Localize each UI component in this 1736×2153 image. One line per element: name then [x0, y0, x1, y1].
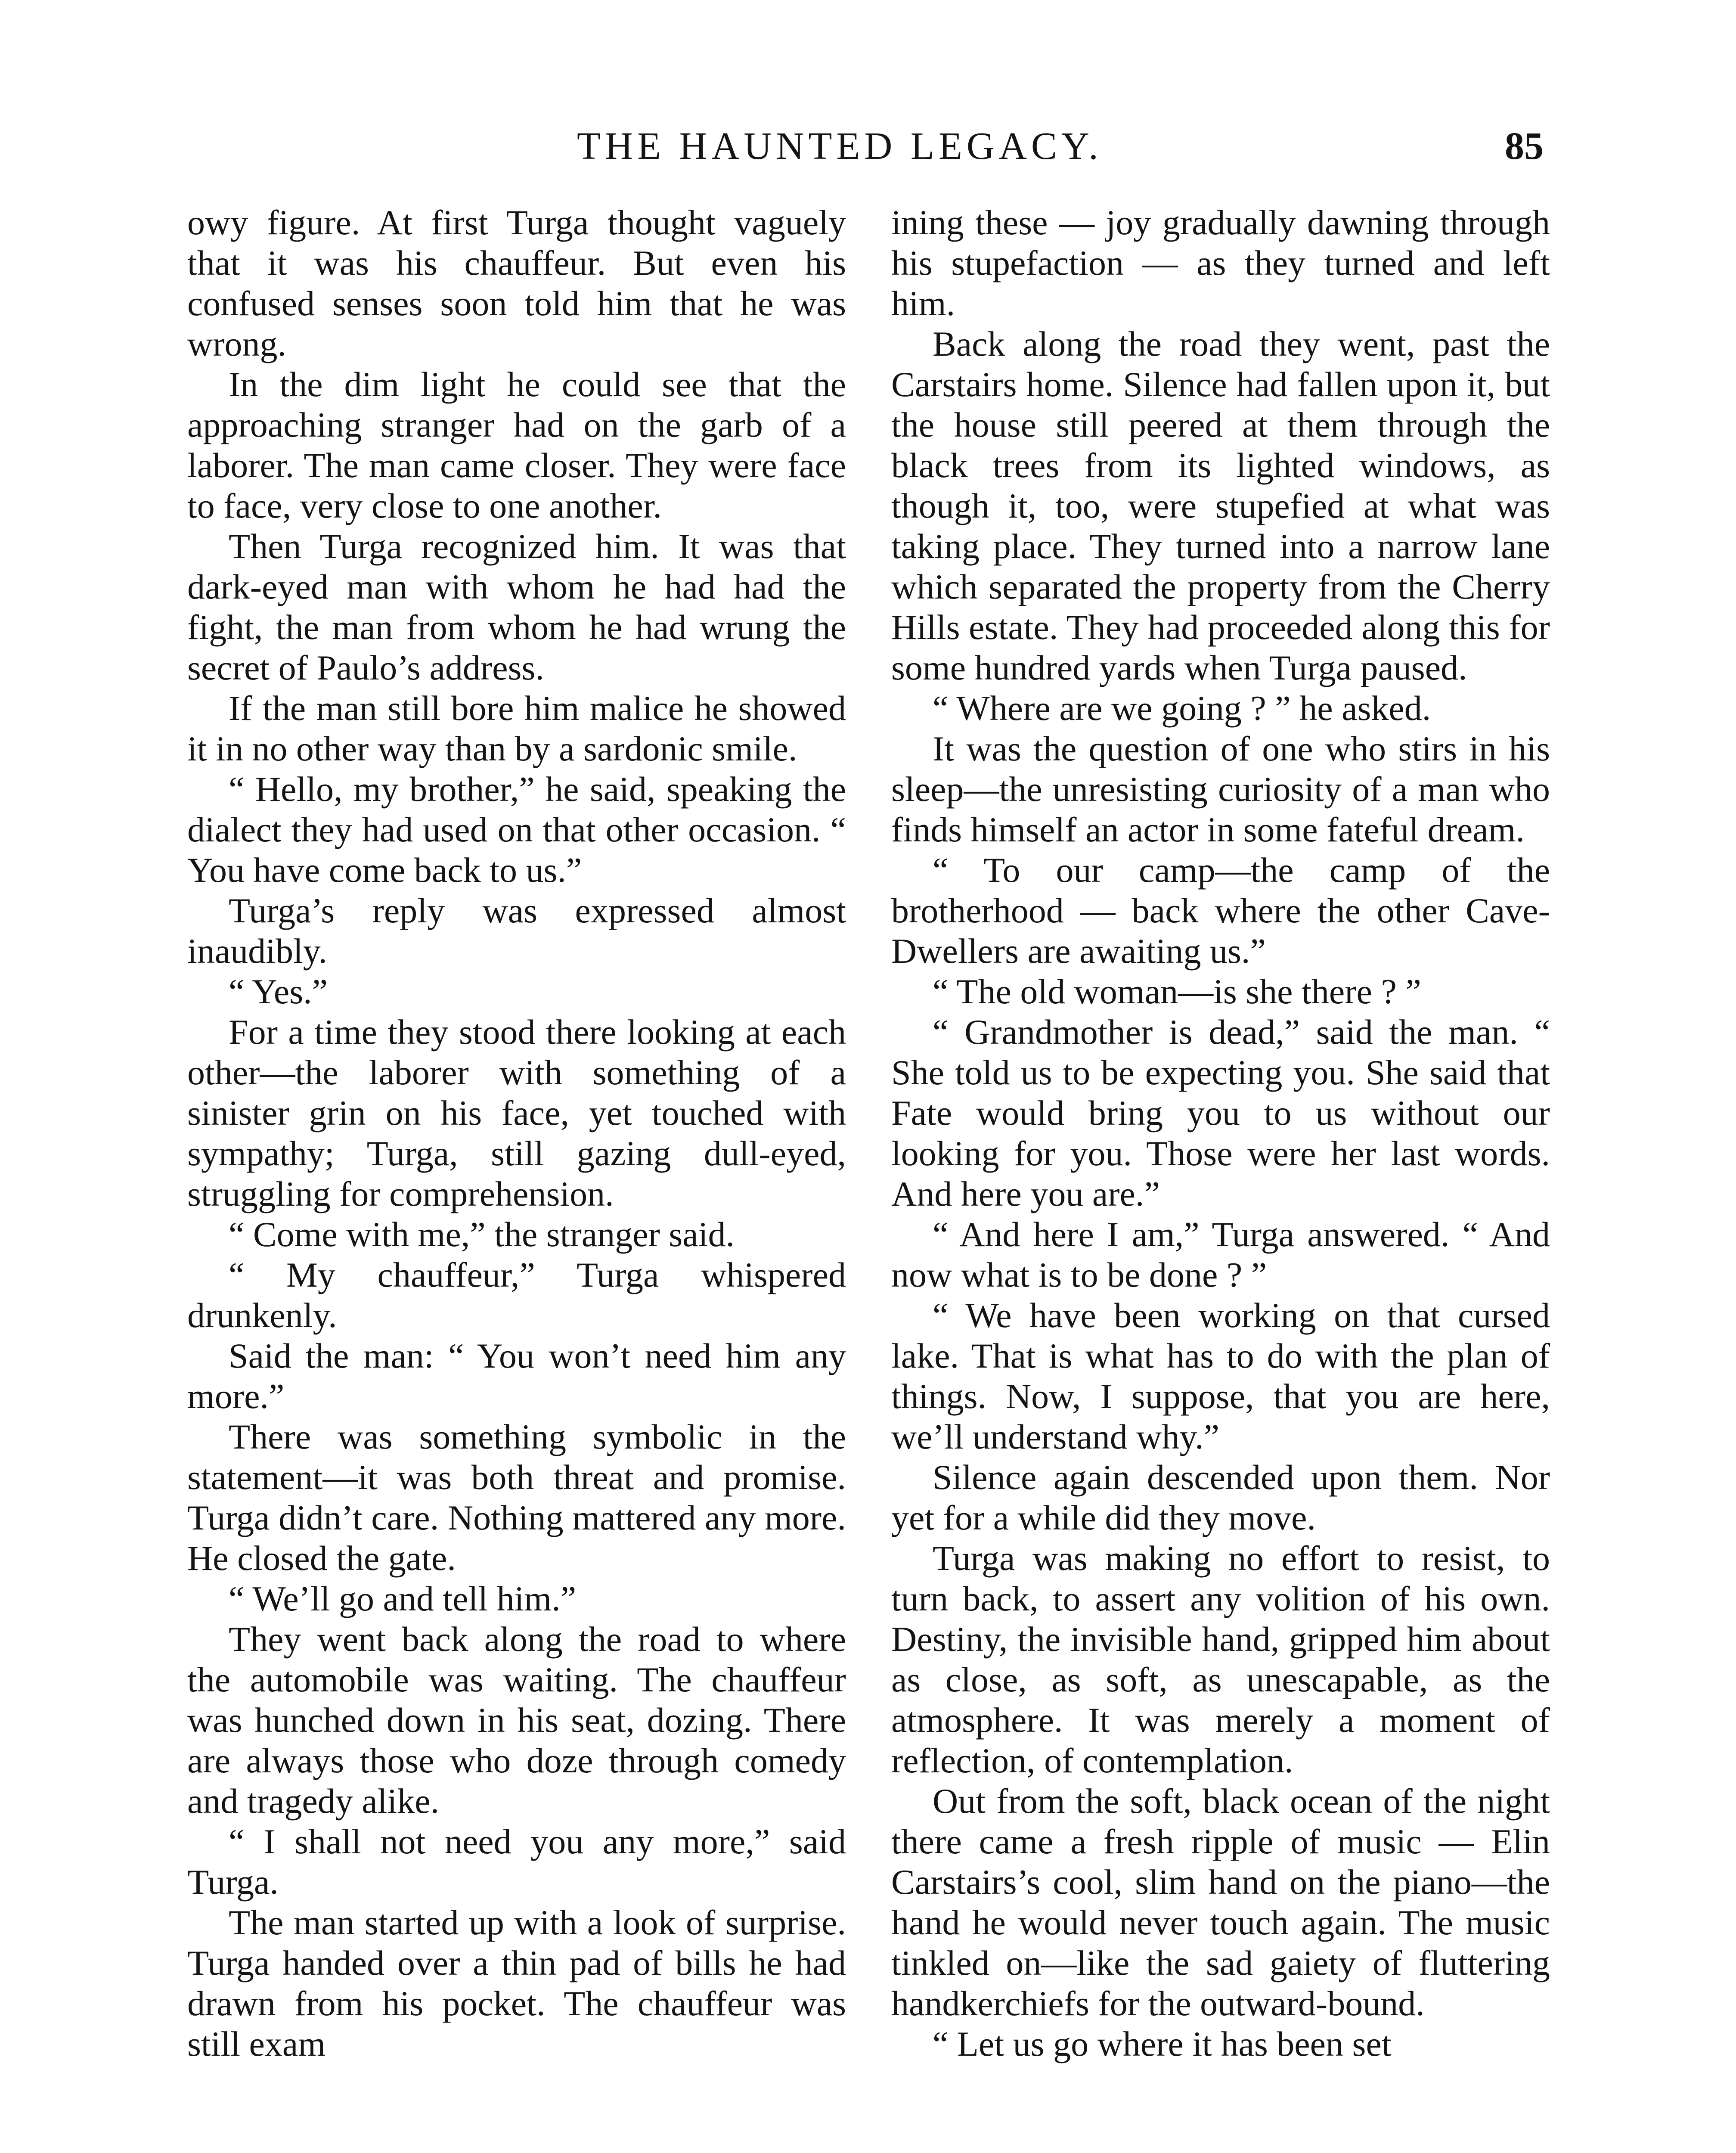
paragraph: “ I shall not need you any more,” said Turga.: [187, 1822, 846, 1902]
paragraph: If the man still bore him malice he showed it in no other way than by a sardonic smile.: [187, 689, 846, 768]
paragraph: “ To our camp—the camp of the brotherhood — back where the other Cave-Dwellers are awaiting us.”: [891, 850, 1550, 971]
paragraph: “ Let us go where it has been set: [933, 2024, 1392, 2063]
paragraph: Said the man: “ You won’t need him any more.”: [187, 1336, 846, 1416]
paragraph: It was the question of one who stirs in his sleep—the unresisting curiosity of a man who finds himself an actor in some fateful dream.: [891, 729, 1550, 849]
paragraph: For a time they stood there looking at each other—the laborer with something of a sinister grin on his face, yet touched with sympathy; Turga, still gazing dull-eyed, struggling for comprehension.: [187, 1012, 846, 1213]
paragraph: “ We have been working on that cursed lake. That is what has to do with the plan of things. Now, I suppose, that you are here, we’ll understand why.”: [891, 1296, 1550, 1456]
paragraph: ining these — joy gradually dawning through his stupefaction — as they turned and left him.: [891, 203, 1550, 323]
right-text-column: [891, 202, 1550, 2064]
paragraph: Then Turga recognized him. It was that dark-eyed man with whom he had had the fight, the man from whom he had wrung the secret of Paulo’s address.: [187, 527, 846, 687]
paragraph: “ Come with me,” the stranger said.: [229, 1215, 735, 1254]
running-header: [0, 123, 1736, 170]
paragraph: Turga was making no effort to resist, to turn back, to assert any volition of his own. Destiny, the invisible hand, gripped him about as close, as soft, as unescapable, as the atmosphere. It was merely a moment of reflection, of contemplation.: [891, 1539, 1550, 1780]
paragraph: “ Where are we going ? ” he asked.: [933, 689, 1431, 728]
paragraph: “ And here I am,” Turga answered. “ And now what is to be done ? ”: [891, 1215, 1550, 1294]
paragraph: In the dim light he could see that the approaching stranger had on the garb of a laborer. The man came closer. They were face to face, very close to one another.: [187, 365, 846, 525]
paragraph: The man started up with a look of surprise. Turga handed over a thin pad of bills he had drawn from his pocket. The chauffeur was still exam: [187, 1903, 846, 2063]
paragraph: “ Yes.”: [229, 972, 328, 1011]
paragraph: owy figure. At first Turga thought vaguely that it was his chauffeur. But even his confused senses soon told him that he was wrong.: [187, 203, 846, 363]
paragraph: “ We’ll go and tell him.”: [229, 1579, 577, 1618]
paragraph: Turga’s reply was expressed almost inaudibly.: [187, 891, 846, 971]
paragraph: There was something symbolic in the statement—it was both threat and promise. Turga didn’t care. Nothing mattered any more. He closed the gate.: [187, 1417, 846, 1578]
running-title: THE HAUNTED LEGACY.: [577, 125, 1103, 168]
paragraph: Back along the road they went, past the Carstairs home. Silence had fallen upon it, but the house still peered at them through the black trees from its lighted windows, as though it, too, were stupefied at what was taking place. They turned into a narrow lane which separated the property from the Cherry Hills estate. They had proceeded along this for some hundred yards when Turga paused.: [891, 324, 1550, 687]
paragraph: Silence again descended upon them. Nor yet for a while did they move.: [891, 1458, 1550, 1537]
paragraph: Out from the soft, black ocean of the night there came a fresh ripple of music — Elin Carstairs’s cool, slim hand on the piano—the hand he would never touch again. The music tinkled on—like the sad gaiety of fluttering handkerchiefs for the outward-bound.: [891, 1781, 1550, 2023]
paragraph: “ Grandmother is dead,” said the man. “ She told us to be expecting you. She said that Fate would bring you to us without our looking for you. Those were her last words. And here you are.”: [891, 1012, 1550, 1213]
left-text-column: [187, 202, 846, 2064]
paragraph: They went back along the road to where the automobile was waiting. The chauffeur was hunched down in his seat, dozing. There are always those who doze through comedy and tragedy alike.: [187, 1619, 846, 1821]
paragraph: “ Hello, my brother,” he said, speaking the dialect they had used on that other occasion. “ You have come back to us.”: [187, 769, 846, 890]
paragraph: “ The old woman—is she there ? ”: [933, 972, 1421, 1011]
page-number: 85: [1505, 125, 1544, 168]
paragraph: “ My chauffeur,” Turga whispered drunkenly.: [187, 1255, 846, 1335]
